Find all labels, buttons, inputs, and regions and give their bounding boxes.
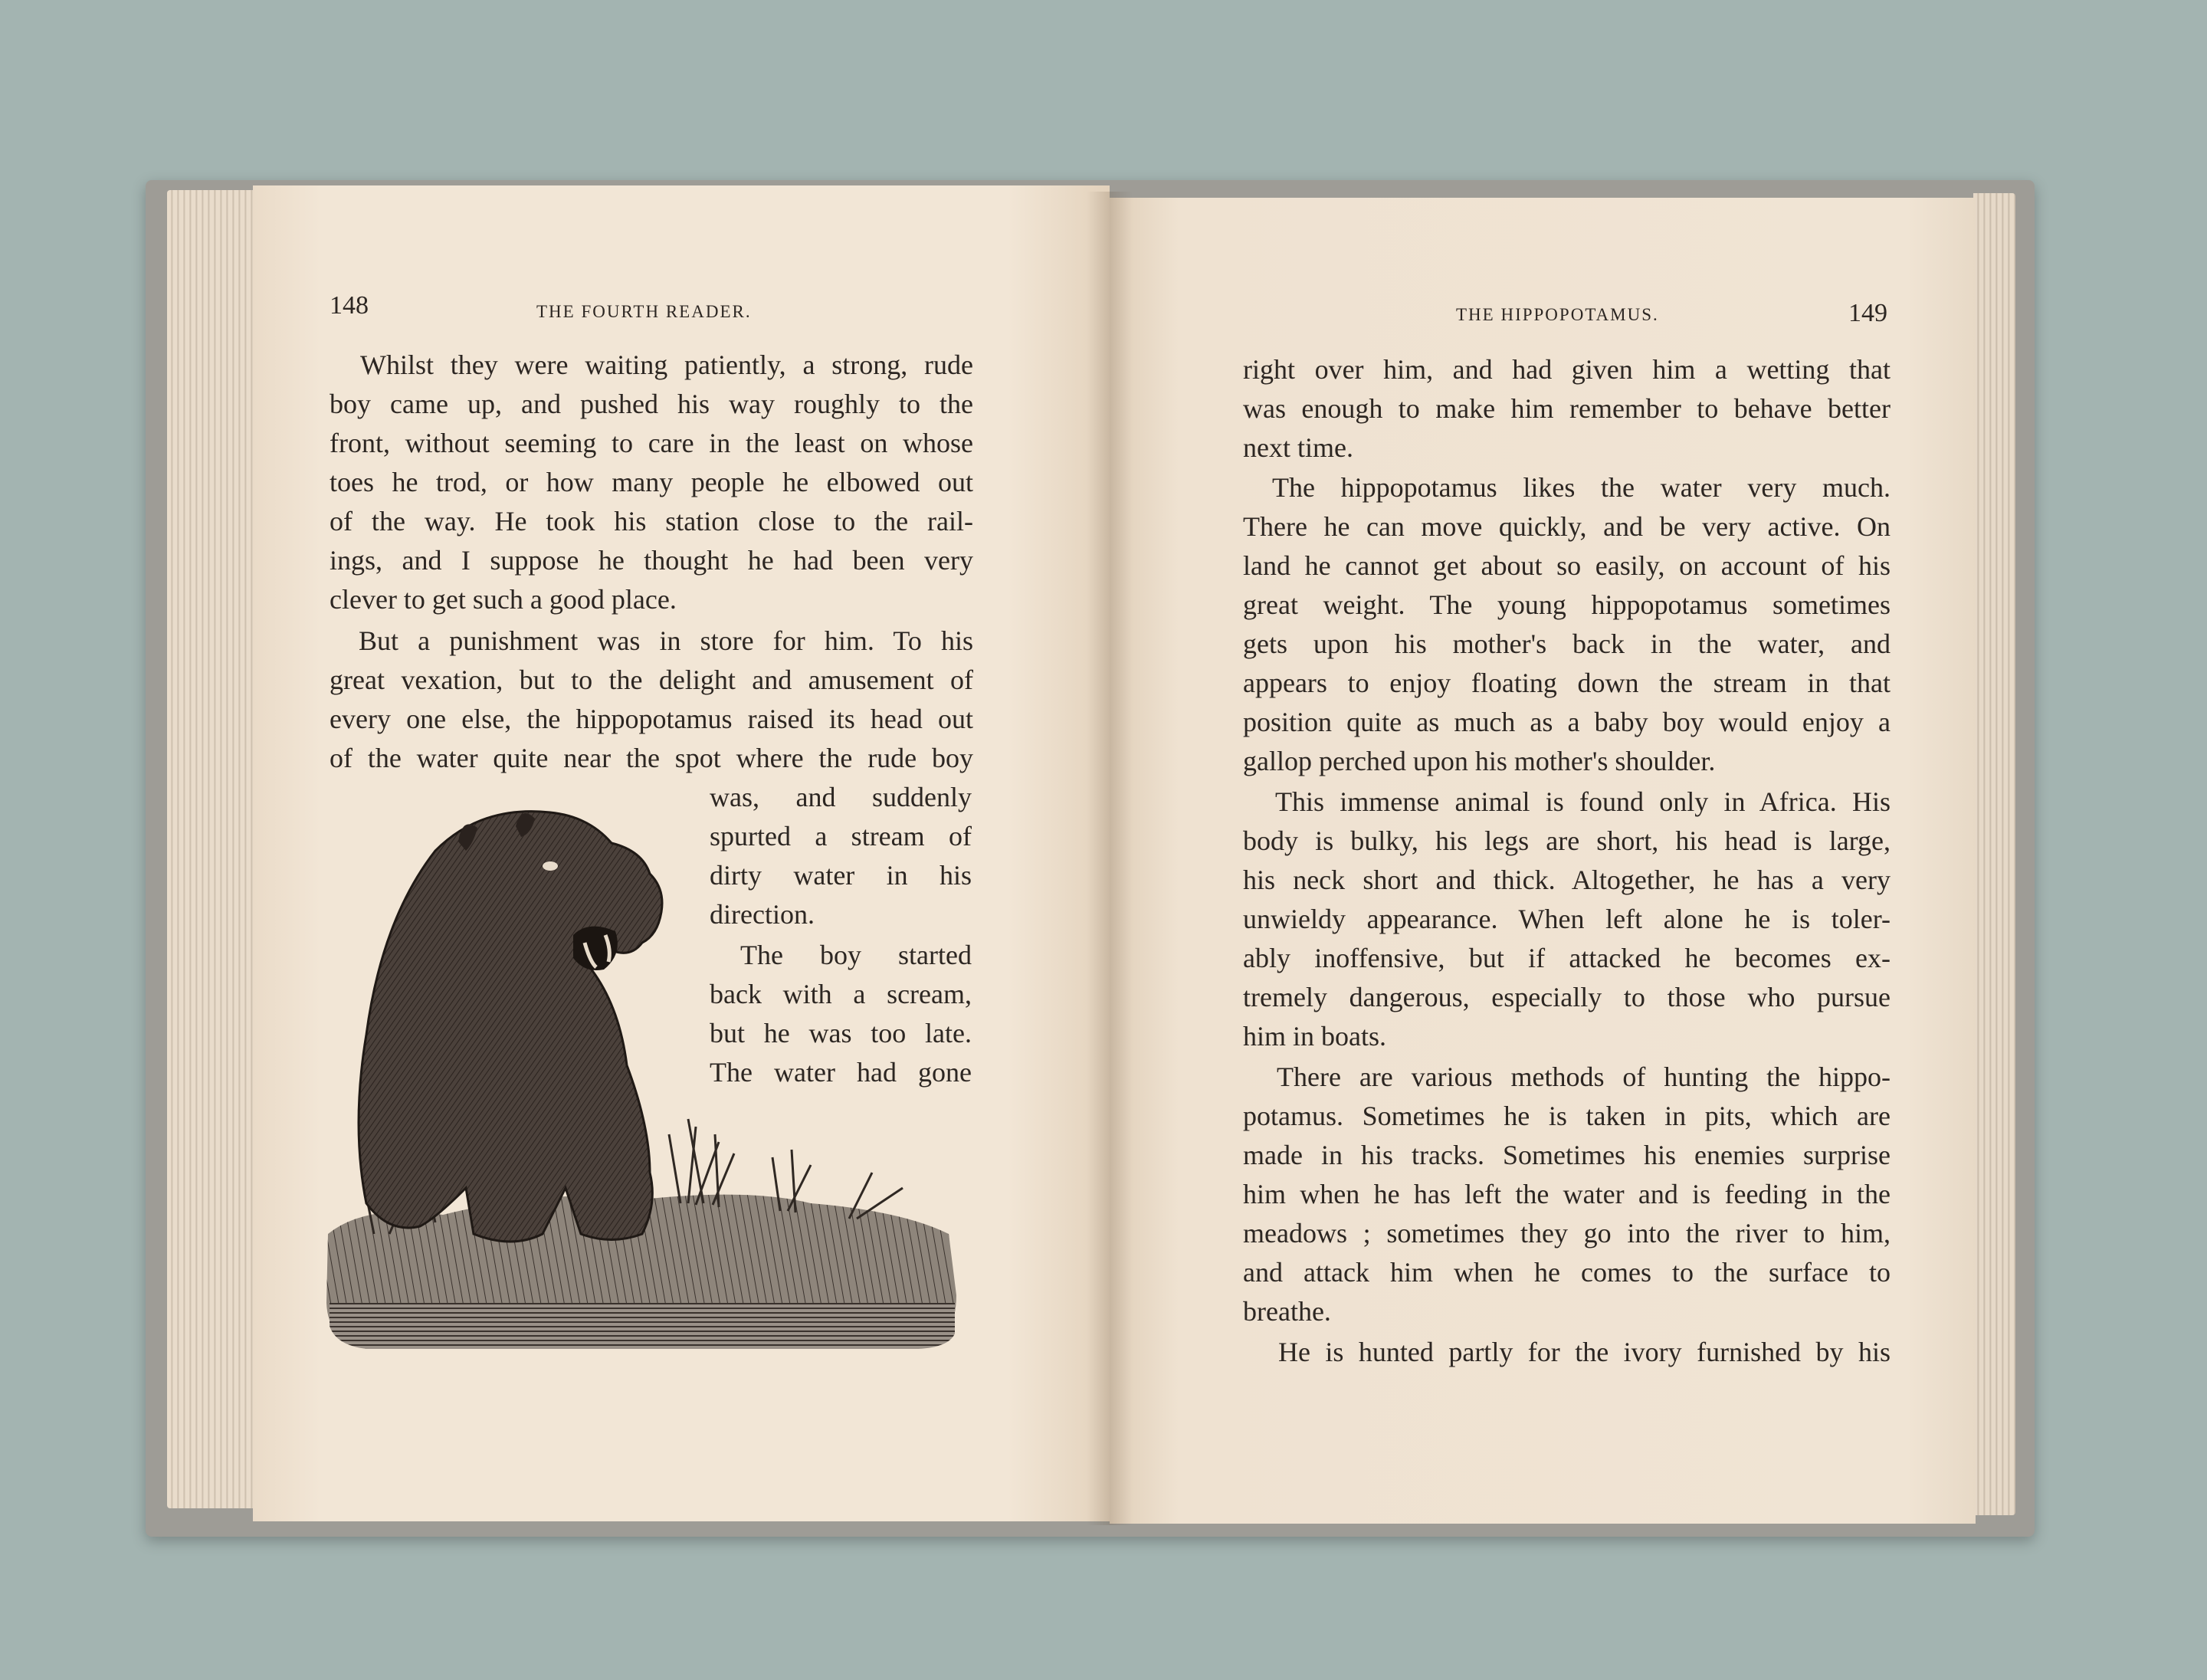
right-line-9: appears to enjoy floating down the stream in that — [1243, 668, 1891, 698]
left-narrow-line-1: was, and suddenly — [710, 782, 972, 812]
right-line-4: The hippopotamus likes the water very much. — [1272, 472, 1891, 503]
right-line-3: next time. — [1243, 432, 1353, 463]
left-line-9: great vexation, but to the delight and amusement of — [330, 664, 973, 695]
right-page-number: 149 — [1848, 299, 1887, 327]
left-page-edges — [167, 190, 259, 1508]
right-line-5: There he can move quickly, and be very active. On — [1243, 511, 1891, 542]
left-line-4: toes he trod, or how many people he elbowed out — [330, 467, 973, 497]
right-line-19: There are various methods of hunting the hippo- — [1277, 1061, 1891, 1092]
left-line-10: every one else, the hippopotamus raised its head out — [330, 704, 973, 734]
right-line-20: potamus. Sometimes he is taken in pits, which are — [1243, 1101, 1891, 1131]
right-line-26: He is hunted partly for the ivory furnished by his — [1278, 1337, 1891, 1367]
right-line-18: him in boats. — [1243, 1021, 1386, 1052]
right-line-24: and attack him when he comes to the surface to — [1243, 1257, 1891, 1288]
left-narrow-line-2: spurted a stream of — [710, 821, 972, 851]
left-narrow-line-6: back with a scream, — [710, 979, 972, 1009]
right-line-22: him when he has left the water and is feeding in the — [1243, 1179, 1891, 1209]
left-narrow-line-3: dirty water in his — [710, 860, 972, 891]
left-line-5: of the way. He took his station close to the rail- — [330, 506, 973, 536]
right-page-edges — [1973, 193, 2015, 1515]
left-line-7: clever to get such a good place. — [330, 584, 677, 615]
right-line-8: gets upon his mother's back in the water, and — [1243, 628, 1891, 659]
left-line-8: But a punishment was in store for him. To his — [359, 625, 973, 656]
right-line-12: This immense animal is found only in Africa. His — [1275, 786, 1891, 817]
right-line-13: body is bulky, his legs are short, his head is large, — [1243, 825, 1891, 856]
right-line-14: his neck short and thick. Altogether, he has a very — [1243, 865, 1891, 895]
water-shape — [330, 1303, 955, 1349]
book-gutter — [1087, 192, 1133, 1525]
hippo-body — [359, 812, 662, 1242]
left-line-11: of the water quite near the spot where the rude boy — [330, 743, 973, 773]
right-running-head: THE HIPPOPOTAMUS. — [1456, 305, 1659, 324]
left-narrow-line-8: The water had gone — [710, 1057, 972, 1088]
left-line-2: boy came up, and pushed his way roughly to the — [330, 389, 973, 419]
right-line-17: tremely dangerous, especially to those who pursue — [1243, 982, 1891, 1012]
right-line-15: unwieldy appearance. When left alone he is toler- — [1243, 904, 1891, 934]
left-line-3: front, without seeming to care in the least on whose — [330, 428, 973, 458]
hippo-eye — [543, 861, 558, 871]
left-line-1: Whilst they were waiting patiently, a strong, rude — [360, 349, 973, 380]
right-line-25: breathe. — [1243, 1296, 1331, 1327]
left-page-number: 148 — [330, 291, 369, 320]
left-narrow-line-4: direction. — [710, 899, 815, 930]
right-line-2: was enough to make him remember to behave better — [1243, 393, 1891, 424]
left-line-6: ings, and I suppose he thought he had been very — [330, 545, 973, 576]
right-line-11: gallop perched upon his mother's shoulder. — [1243, 746, 1716, 776]
right-line-23: meadows ; sometimes they go into the river to him, — [1243, 1218, 1891, 1249]
right-line-7: great weight. The young hippopotamus sometimes — [1243, 589, 1891, 620]
right-line-10: position quite as much as a baby boy would enjoy a — [1243, 707, 1891, 737]
right-line-16: ably inoffensive, but if attacked he becomes ex- — [1243, 943, 1891, 973]
right-line-1: right over him, and had given him a wetting that — [1243, 354, 1891, 385]
hippopotamus-illustration — [320, 805, 964, 1364]
left-running-head: THE FOURTH READER. — [536, 302, 752, 321]
left-narrow-line-7: but he was too late. — [710, 1018, 972, 1048]
right-line-21: made in his tracks. Sometimes his enemies surprise — [1243, 1140, 1891, 1170]
right-line-6: land he cannot get about so easily, on account of his — [1243, 550, 1891, 581]
left-narrow-line-5: The boy started — [740, 940, 972, 970]
